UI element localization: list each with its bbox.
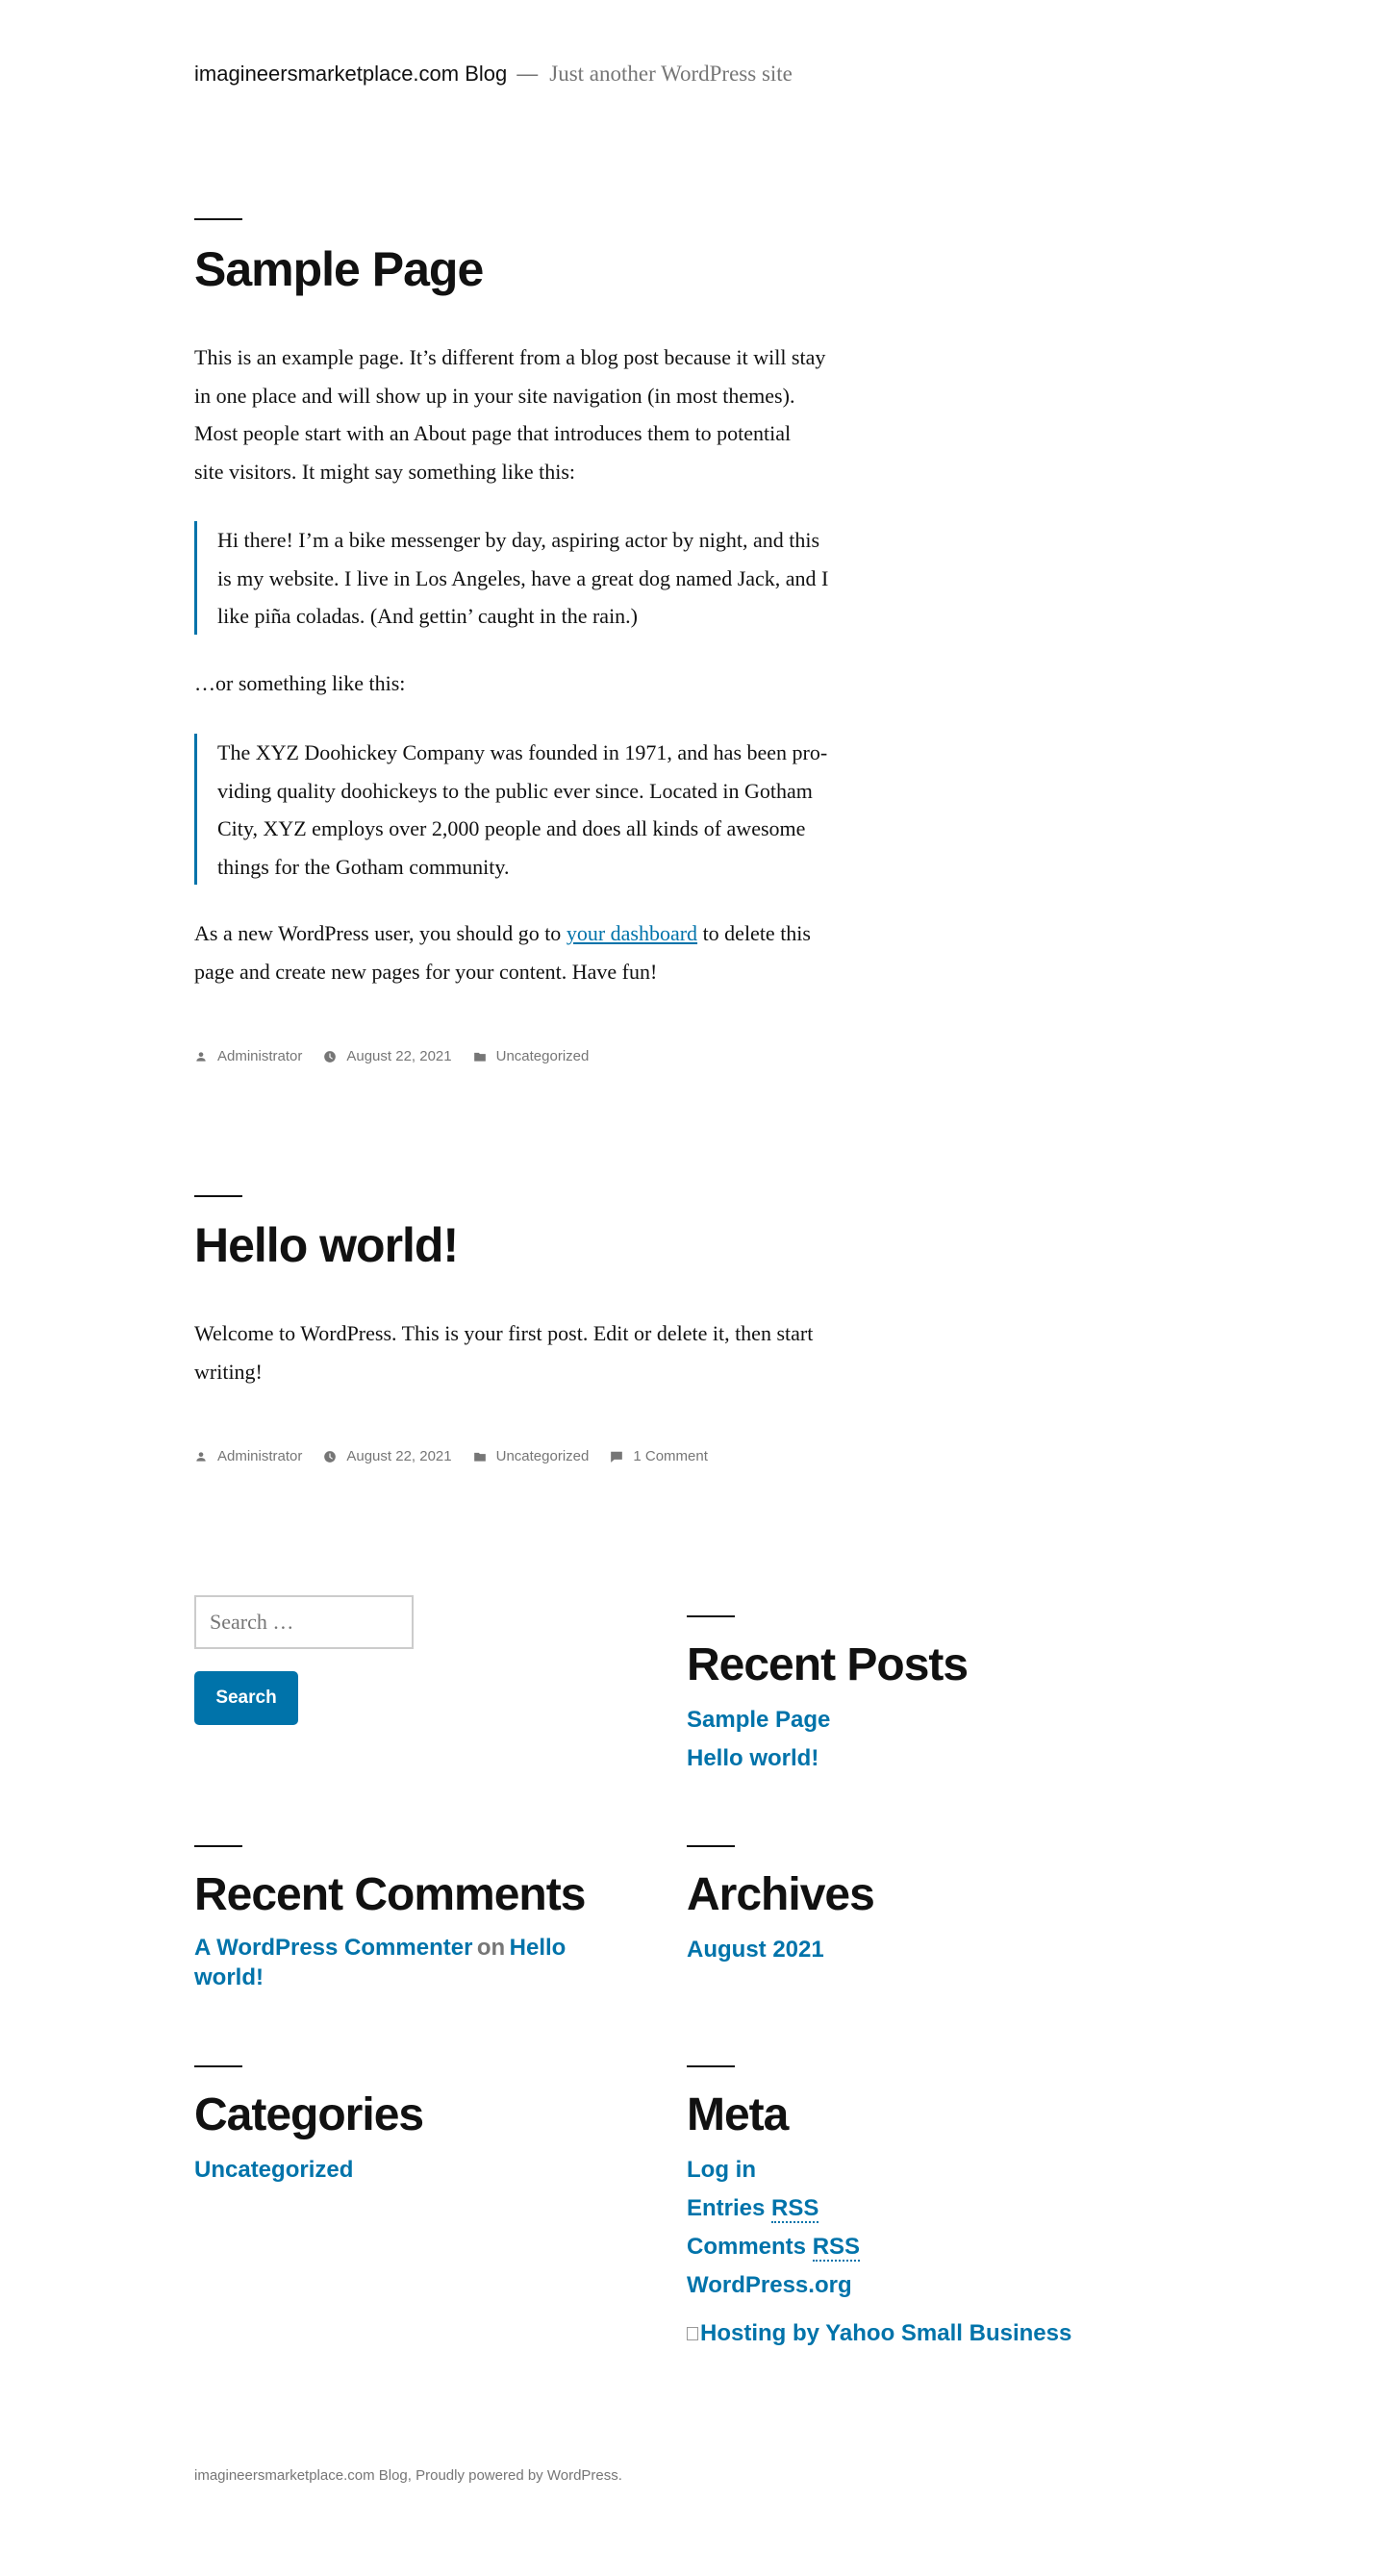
broken-image-icon (687, 2327, 698, 2340)
category-link[interactable]: Uncategorized (194, 2156, 354, 2183)
paragraph: As a new WordPress user, you should go to your dashboard to delete this page and create new pages for your content. Have fun! (194, 921, 811, 984)
recent-post-link[interactable]: Sample Page (687, 1706, 831, 1733)
widget-recent-comments (194, 1845, 585, 1994)
site-footer[interactable]: imagineersmarketplace.com Blog, Proudly powered by WordPress. (194, 2467, 622, 2484)
wordpress-org-link[interactable]: WordPress.org (687, 2271, 852, 2298)
post-category[interactable]: Uncategorized (473, 1048, 590, 1064)
widget-divider (687, 1615, 735, 1617)
post-content-hello-world: Welcome to WordPress. This is your first post. Edit or delete it, then start writing! (194, 1321, 814, 1384)
folder-icon (473, 1450, 487, 1463)
comment-icon (610, 1450, 623, 1463)
post-title-sample-page[interactable]: Sample Page (194, 242, 484, 296)
post-divider (194, 218, 242, 220)
site-description: Just another WordPress site (549, 62, 793, 86)
blockquote: The XYZ Doohickey Company was founded in 1971, and has been pro- viding quality doohickeys to the public ever since. Located in Gotham City, XYZ employs over 2,000 people and does all kinds of awesome things for the Gotham community. (194, 734, 891, 885)
person-icon (194, 1450, 208, 1463)
paragraph: This is an example page. It’s different from a blog post because it will stay in one place and will show up in your site navigation (in most themes). Most people start with an About page that introduces them to potential site visitors. It might say something like this: (194, 345, 826, 484)
widget-title: Meta (687, 2089, 789, 2140)
widget-title: Recent Posts (687, 1639, 969, 1690)
post-category[interactable]: Uncategorized (473, 1448, 590, 1464)
comments-rss-link[interactable]: Comments RSS (687, 2233, 861, 2260)
clock-icon (323, 1450, 337, 1463)
recent-post-link[interactable]: Hello world! (687, 1744, 819, 1771)
widget-divider (194, 1845, 242, 1847)
clock-icon (323, 1050, 337, 1063)
widget-recent-posts (687, 1615, 968, 1778)
paragraph: …or something like this: (194, 671, 406, 695)
comment-post-link[interactable]: Hello (509, 1934, 567, 1961)
widget-categories (194, 2065, 423, 2189)
blockquote: Hi there! I’m a bike messenger by day, aspiring actor by night, and this is my website. I live in Los Angeles, have a great dog named Jack, and I like piña coladas. (And gettin’ caught in the rain.) (194, 521, 891, 635)
login-link[interactable]: Log in (687, 2156, 756, 2183)
archive-link[interactable]: August 2021 (687, 1936, 824, 1963)
post-date[interactable]: August 22, 2021 (323, 1048, 451, 1064)
widget-divider (687, 1845, 735, 1847)
widget-meta (687, 2065, 1071, 2353)
comment-post-link[interactable]: world! (194, 1963, 264, 1990)
widget-title: Recent Comments (194, 1869, 586, 1920)
post-meta (194, 1048, 610, 1064)
search-button[interactable]: Search (194, 1671, 298, 1725)
comment-author-link[interactable]: A WordPress Commenter (194, 1934, 473, 1961)
site-title-link[interactable]: imagineersmarketplace.com Blog (194, 62, 508, 86)
post-title-hello-world[interactable]: Hello world! (194, 1218, 459, 1272)
search-input[interactable]: Search … (194, 1595, 414, 1649)
widget-title: Categories (194, 2089, 424, 2140)
widget-divider (687, 2065, 735, 2067)
post-divider (194, 1195, 242, 1197)
widget-archives (687, 1845, 874, 1969)
person-icon (194, 1050, 208, 1063)
comment-on-text: on (476, 1934, 506, 1961)
title-separator: — (516, 62, 539, 86)
post-author[interactable]: Administrator (194, 1448, 302, 1464)
hosting-badge-link[interactable]: Hosting by Yahoo Small Business (687, 2314, 1071, 2353)
post-content-sample-page (194, 338, 868, 490)
widget-title: Archives (687, 1869, 874, 1920)
post-author[interactable]: Administrator (194, 1048, 302, 1064)
folder-icon (473, 1050, 487, 1063)
site-header (194, 62, 793, 87)
post-date[interactable]: August 22, 2021 (323, 1448, 451, 1464)
dashboard-link[interactable]: your dashboard (566, 921, 698, 945)
entries-rss-link[interactable]: Entries RSS (687, 2194, 819, 2221)
widget-divider (194, 2065, 242, 2067)
post-meta (194, 1448, 729, 1464)
post-comments-link[interactable]: 1 Comment (610, 1448, 708, 1464)
